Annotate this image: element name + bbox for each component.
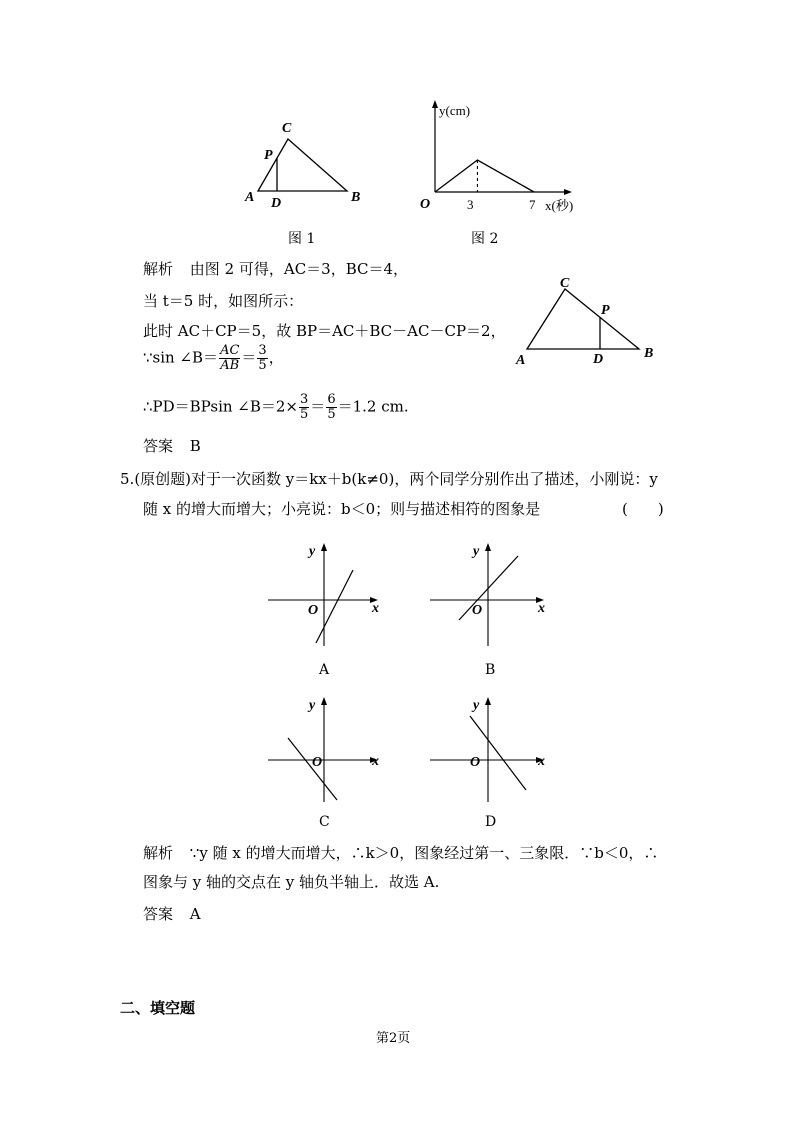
q4-frac-den-5c: 5 [327, 407, 336, 422]
q5-option-a-label: A [319, 662, 330, 678]
q4-frac-den-ab: AB [220, 358, 240, 373]
q4-pd-prefix: ∴PD＝BPsin ∠B＝2× [143, 397, 299, 416]
q5-answer-blank: ( ) [622, 500, 664, 518]
q4-analysis-line-1 [143, 259, 408, 279]
fig2-tick-7: 7 [529, 197, 536, 212]
q5-analysis-line-2: 图象与 y 轴的交点在 y 轴负半轴上．故选 A. [143, 873, 440, 891]
figure-1-caption: 图 1 [288, 231, 316, 247]
q4-line4-suffix: ， [268, 348, 284, 367]
fig3-label-P: P [601, 303, 610, 318]
fig1-label-C: C [282, 121, 292, 136]
q5-option-graph-d [426, 694, 556, 804]
fig1-label-D: D [271, 196, 282, 211]
fig2-origin-label: O [420, 197, 431, 212]
q4-eq-2: ＝ [310, 397, 326, 416]
figure-3-triangle [508, 270, 668, 368]
q5-d-x-label: x [538, 754, 545, 769]
fig3-label-B: B [644, 346, 654, 361]
q5-number: 5. [120, 470, 135, 488]
q4-analysis-line-4 [143, 344, 284, 373]
q4-line5-suffix: ＝1.2 cm. [337, 397, 409, 416]
q5-c-origin-label: O [312, 755, 323, 770]
q5-stem-line-2: 随 x 的增大而增大；小亮说：b＜0；则与描述相符的图象是 [143, 500, 541, 518]
q4-answer [143, 436, 201, 456]
q4-frac-den-5: 5 [258, 358, 267, 373]
q4-analysis-text-1: 由图 2 可得，AC＝3，BC＝4， [189, 260, 409, 278]
q5-d-origin-label: O [470, 755, 481, 770]
q5-option-graph-a [264, 540, 394, 650]
q4-frac-num-6: 6 [327, 392, 336, 407]
section-title: 二、填空题 [120, 999, 196, 1017]
q5-option-d-label: D [485, 814, 497, 830]
q5-d-y-label: y [473, 698, 480, 713]
q5-answer-value: A [189, 905, 201, 923]
q4-eq-1: ＝ [241, 348, 257, 367]
figure-2-caption: 图 2 [471, 231, 499, 247]
q5-analysis-text-1: ∵y 随 x 的增大而增大，∴k＞0，图象经过第一、三象限．∵b＜0，∴ [189, 844, 659, 862]
figure-2-graph [414, 98, 594, 220]
q5-option-graph-b [426, 540, 556, 650]
fig3-label-C: C [560, 276, 570, 291]
q5-answer [143, 904, 201, 924]
fig2-y-axis-label: y(cm) [439, 103, 471, 118]
q4-analysis-line-2: 当 t＝5 时，如图所示： [143, 292, 304, 310]
q4-frac-num-ac: AC [220, 343, 240, 358]
fig2-graph-line [435, 160, 534, 192]
q5-a-x-label: x [372, 601, 379, 616]
q4-answer-label: 答案 [143, 437, 174, 455]
q5-option-b-label: B [485, 662, 496, 678]
q5-b-x-label: x [538, 601, 545, 616]
q4-frac-num-3b: 3 [300, 392, 309, 407]
fig1-label-A: A [245, 190, 255, 205]
q4-analysis-line-5 [143, 393, 409, 422]
q5-b-y-label: y [473, 544, 480, 559]
q4-fraction-6-5 [326, 393, 336, 422]
q4-fraction-3-5-b [299, 393, 309, 422]
q4-fraction-3-5 [257, 344, 267, 373]
figure-1-triangle [240, 118, 370, 218]
q5-a-origin-label: O [308, 603, 319, 618]
q5-stem-line-1 [120, 469, 658, 489]
q5-analysis-line-1 [143, 843, 658, 863]
q5-option-c-label: C [319, 814, 330, 830]
q5-option-graph-c [264, 694, 394, 804]
fig3-label-A: A [516, 353, 526, 368]
q4-analysis-label: 解析 [143, 260, 174, 278]
q5-c-y-label: y [309, 698, 316, 713]
q4-frac-num-3: 3 [258, 343, 267, 358]
q4-fraction-ac-ab [219, 344, 240, 373]
q5-a-y-label: y [309, 544, 316, 559]
q5-b-origin-label: O [472, 603, 483, 618]
q5-analysis-label: 解析 [143, 844, 174, 862]
q4-frac-den-5b: 5 [300, 407, 309, 422]
page-number: 第2页 [376, 1031, 411, 1046]
fig3-label-D: D [593, 352, 604, 367]
q4-sin-prefix: ∵sin ∠B＝ [143, 348, 219, 367]
fig1-label-B: B [351, 190, 361, 205]
fig2-tick-3: 3 [467, 197, 474, 212]
q4-answer-value: B [189, 437, 201, 455]
q5-c-x-label: x [372, 754, 379, 769]
fig1-label-P: P [264, 148, 273, 163]
q5-stem-text-1: (原创题)对于一次函数 y＝kx＋b(k≠0)，两个同学分别作出了描述，小刚说：y [134, 470, 658, 488]
fig2-x-axis-label: x(秒) [545, 198, 574, 213]
q4-analysis-line-3: 此时 AC＋CP＝5，故 BP＝AC＋BC－AC－CP＝2， [143, 322, 506, 340]
q5-answer-label: 答案 [143, 905, 174, 923]
